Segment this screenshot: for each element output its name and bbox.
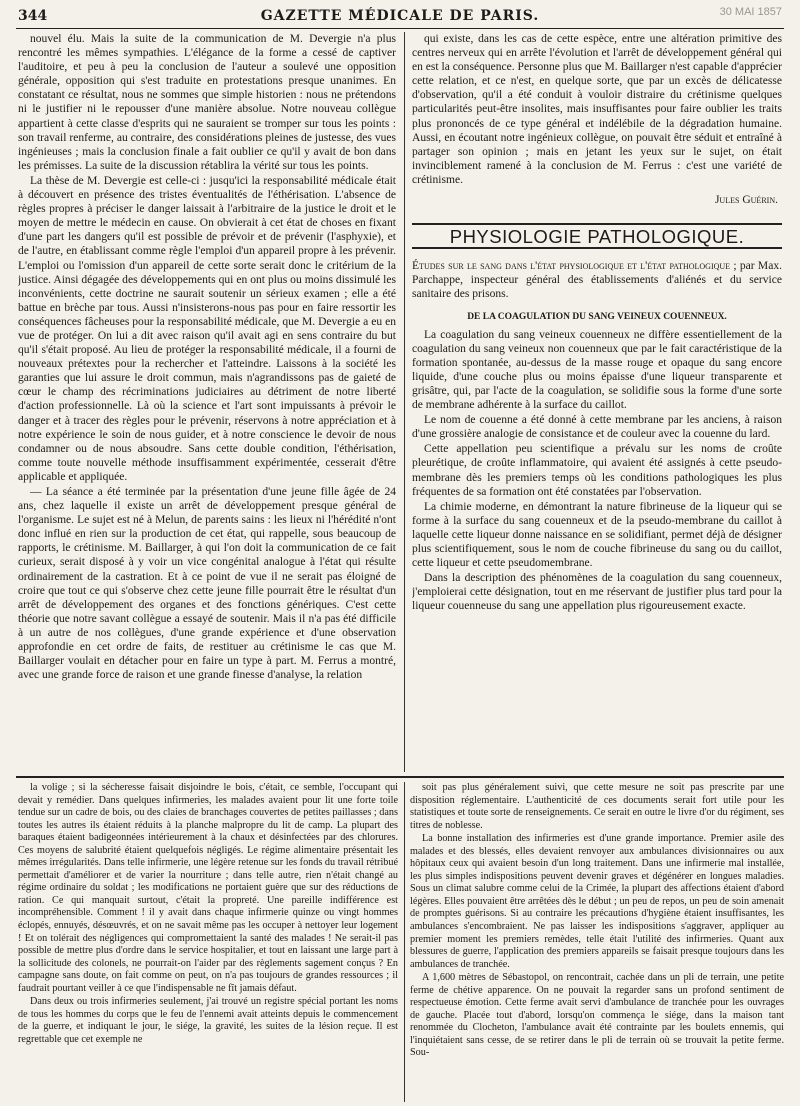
paragraph: nouvel élu. Mais la suite de la communication de M. Devergie n'a plus rencontré les mêmes sympathies. L'élégance de la forme a cessé de captiver l'auditoire, et peu à peu la conclusion de l'auteur a soulevé une opposition générale, opposition qui s'est traduite en protestations presque unanimes. En constatant ce résultat, nous ne sommes que simple historien : nous ne prétendons ni le justifier ni le repousser d'une manière absolue. Notre nouveau collègue appartient à cette classe d'esprits qui ne sauraient se tromper sur tous les points : son travail renferme, au contraire, des considérations pleines de justesse, des vues ingénieuses ; mais la conclusion finale a fait oublier ce qu'il y avait de bon dans les prémisses. La suite de la discussion rétablira la vérité sur tous les points. [18, 33, 396, 172]
paragraph: La coagulation du sang veineux couenneux ne diffère essentiellement de la coagulation du sang veineux non couenneux que par le fait caractéristique de la formation spontanée, au-dessus de la masse rouge et opaque du sang encore liquide, d'une couche plus ou moins épaisse d'une liqueur transparente et grisâtre, qui, par l'acte de la coagulation, se solidifie sous la forme d'une sorte de membrane adhérente à la surface du caillot. [412, 328, 782, 412]
library-stamp: 30 MAI 1857 [719, 6, 782, 18]
section-divider [16, 776, 784, 778]
page-header [18, 6, 782, 26]
signature: Jules Guérin. [714, 194, 778, 207]
paragraph: La thèse de M. Devergie est celle-ci : jusqu'ici la responsabilité médicale était à découvert en présence des tristes éventualités de l'éthérisation. L'absence de règles propres à préciser le danger laissait à l'arbitraire de la justice le droit et le moyen de mettre le médecin en cause. On obvierait à cet état de choses en fixant d'une part les dangers qu'il est possible de prévoir et de prévenir (l'asphyxie), et de l'autre, en établissant comme règle l'emploi d'un appareil propre à les prévenir. L'emploi ou l'omission d'un appareil de cette sorte serait donc le critérium de la justice. Ainsi dégagée des développements qui en ont plus ou moins dissimulé les inconvénients, cette doctrine ne saurait soutenir un sérieux examen ; elle a été battue en brèche par tous. Aussi n'insisterons-nous pas pour en faire ressortir les conséquences fâcheuses pour la responsabilité médicale, que M. Devergie a eu en vue de protéger. On lui a dit avec raison qu'il avait agi en sens contraire du but qu'il s'était proposé. Au lieu de protéger la responsabilité médicale, il a fourni de nouveaux prétextes pour la rechercher et l'atteindre. Laissons à la société les garanties que lui assure le droit commun, mais n'agrandissons pas de gaieté de cœur le champ des récriminations judiciaires au détriment de notre liberté d'action professionnelle. Là où la science et l'art sont impuissants à prévoir le danger et à tracer des règles pour le prévenir, réservons à notre appréciation et à notre expérience le soin de nous guider, et à notre conscience le devoir de nous condamner ou de nous absoudre. Sans cette double condition, l'éthérisation, comme toute nouvelle méthode insuffisamment expérimentée, cesserait d'être applicable et appliquée. [18, 174, 396, 483]
lower-right-column [410, 782, 784, 1102]
upper-right-column [412, 32, 782, 768]
journal-title: GAZETTE MÉDICALE DE PARIS. [260, 8, 540, 24]
article-lead [412, 259, 782, 301]
paragraph: la volige ; si la sécheresse faisait disjoindre le bois, c'était, ce semble, l'occupant qui devait y remédier. Dans quelques infirmeries, les malades avaient pour lit une forte toile tendue sur un cadre de bois, ou des claies de branchages couvertes de petites paillasses ; dans toutes les autres ils étaient réduits à la planche malpropre du lit de camp. La plupart des baraques étaient badigeonnées intérieurement à la chaux et désinfectées par des chlorures. Ces moyens de salubrité étaient quelquefois négligés. Le régime alimentaire présentait les mêmes irrégularités. Dans telle infirmerie, une légère retenue sur les fonds du travail rétribué permettait d'améliorer et de varier la nourriture ; dans telle autre, rien n'était changé au régime ordinaire du soldat ; les modifications ne portaient guère que sur des réductions de ration. Ce qui manquait surtout, c'était la propreté. Une pareille indifférence est incompréhensible. Comment ! il y avait dans chaque infirmerie quinze ou vingt hommes éclopés, ennuyés, désœuvrés, et on ne savait même pas les occuper à nettoyer leur logement ! Et on tolérait des négligences qui compromettaient la santé des malades ! Ne serait-il pas possible de mettre plus d'ordre dans le service hospitalier, et tout en laissant une large part à la sollicitude des colonels, ne pourrait-on l'aider par des règlements sagement conçus ? En campagne sans doute, on fait comme on peut, on n'a pas toujours de grandes ressources ; il faudrait pourtant veiller à ce que l'indispensable ne fît jamais défaut. [18, 782, 398, 994]
subheading: DE LA COAGULATION DU SANG VEINEUX COUENNEUX. [467, 311, 727, 322]
paragraph: A 1,600 mètres de Sébastopol, on rencontrait, cachée dans un pli de terrain, une petite ferme de chétive apparence. On ne pouvait la regarder sans un profond sentiment de respectueuse émotion. Cette ferme avait servi d'ambulance de tranchée pour les ouvrages de gauche. Placée tout d'abord, lorsqu'on commença le siége, dans la maison tant renommée du Clocheton, l'ambulance avait été contrainte par les boulets ennemis, qui l'inquiétaient sans cesse, de se retirer dans le pli de terrain où se trouvait la petite ferme. Sou- [410, 972, 784, 1059]
section-title: PHYSIOLOGIE PATHOLOGIQUE. [412, 223, 782, 249]
paragraph: Le nom de couenne a été donné à cette membrane par les anciens, à raison d'une grossière analogie de consistance et de couleur avec la couenne du lard. [412, 414, 782, 441]
paragraph: Cette appellation peu scientifique a prévalu sur les noms de croûte pleurétique, de croûte inflammatoire, qui avaient été assignés à cette pseudo-membrane dès les premiers temps où les conditions pathologiques les plus fréquentes de sa formation ont été constatées par l'observation. [412, 443, 782, 498]
lower-left-column [18, 782, 398, 1102]
page-number: 344 [18, 8, 48, 24]
article-title: Études sur le sang dans l'état physiologique et l'état pathologique [412, 260, 731, 273]
column-divider-top [404, 32, 405, 772]
paragraph: — La séance a été terminée par la présentation d'une jeune fille âgée de 24 ans, chez laquelle il existe un arrêt de développement presque général de l'organisme. Le sujet est né à Melun, de parents sains : les lieux ni l'hérédité n'ont donc influé en rien sur la production de cet état, qui rappelle, sous beaucoup de rapports, le crétinisme. M. Baillarger, à qui l'on doit la communication de ce fait curieux, serait disposé à y voir un vice congénital analogue à l'état qui résulte ordinairement de la castration. Et à ce point de vue il ne serait pas éloigné de croire que tout ce qui s'observe chez cette jeune fille pourrait être le résultat d'un arrêt de développement des organes et des fonctions génériques. C'est cette théorie que notre savant collègue a essayé de soutenir. Mais il n'a pas été difficile à un autre de nos collègues, d'une grande expérience et d'une observation approfondie en cet ordre de faits, de restituer au crétinisme le cas que M. Baillarger voulait en détacher pour en faire un type à part. M. Ferrus a montré, avec une grande force de raison et une grande finesse d'analyse, la relation [18, 486, 396, 682]
paragraph: soit pas plus généralement suivi, que cette mesure ne soit pas prescrite par une disposition réglementaire. L'authenticité de ces documents serait fort utile pour les statistiques et toute sorte de renseignements. Ce serait en outre le livre d'or du régiment, ses titres de noblesse. [410, 782, 784, 831]
header-rule [16, 28, 784, 29]
paragraph: Dans deux ou trois infirmeries seulement, j'ai trouvé un registre spécial portant les noms de tous les hommes du corps que le feu de l'ennemi avait atteints depuis le commencement de la guerre, et indiquant le jour, le siége, la gravité, les suites de la lésion reçue. Il est regrettable que cet exemple ne [18, 996, 398, 1045]
paragraph: La bonne installation des infirmeries est d'une grande importance. Premier asile des malades et des blessés, elles devaient renvoyer aux ambulances divisionnaires ou aux hôpitaux ceux qui avaient besoin d'un long traitement. Dans une infirmerie mal installée, les plus simples indispositions peuvent devenir graves et dégénérer en longues maladies. Sous un climat salubre comme celui de la Crimée, la plupart des affections étaient d'abord légères. Elles pouvaient être arrêtées dès le début ; un peu de repos, un peu de soin amenait de promptes guérisons. Si au contraire les précautions d'hygiène étaient insuffisantes, les ambulances s'encombraient. Ne pas laisser les indispositions s'aggraver, appliquer au premier moment les premiers remèdes, telle était l'utilité des infirmeries. Quant aux blessures de guerre, l'application des premiers appareils se faisait presque toujours dans les ambulances de tranchée. [410, 833, 784, 970]
upper-left-column [18, 32, 396, 768]
paragraph: Dans la description des phénomènes de la coagulation du sang couenneux, j'emploierai cette désignation, tout en me réservant de justifier plus tard pour la liqueur couenneuse du sang une appellation plus rigoureusement exacte. [412, 572, 782, 613]
paragraph: La chimie moderne, en démontrant la nature fibrineuse de la liqueur qui se forme à la surface du sang couenneux et de la pseudo-membrane du caillot à laquelle cette liqueur donne naissance en se solidifiant, permet déjà de désigner plus scientifiquement, sous le nom de couche fibrineuse du sang ou du caillot, cette liqueur et cette pseudomembrane. [412, 500, 782, 570]
paragraph: qui existe, dans les cas de cette espèce, entre une altération primitive des centres nerveux qui en arrête l'évolution et l'arrêt de développement général qui en est la conséquence. Personne plus que M. Baillarger n'est capable d'apprécier cette relation, et ce n'est, en quelque sorte, que par un excès de délicatesse d'observation, qu'il a été conduit à vouloir distraire du crétinisme quelques particularités peut-être insolites, mais insuffisantes pour faire oublier les traits plus prononcés de ce type général et indélébile de la dégradation humaine. Aussi, en écoutant notre ingénieux collègue, on pouvait être séduit et entraîné à partager son opinion ; mais en jetant les yeux sur le sujet, on était invinciblement ramené à la conclusion de M. Ferrus : c'est une variété de crétinisme. [412, 33, 782, 186]
article-author: ; par Max. Parchappe, inspecteur général des établissements d'aliénés et du service sanitaire des prisons. [412, 260, 782, 301]
column-divider-bottom [404, 782, 405, 1102]
